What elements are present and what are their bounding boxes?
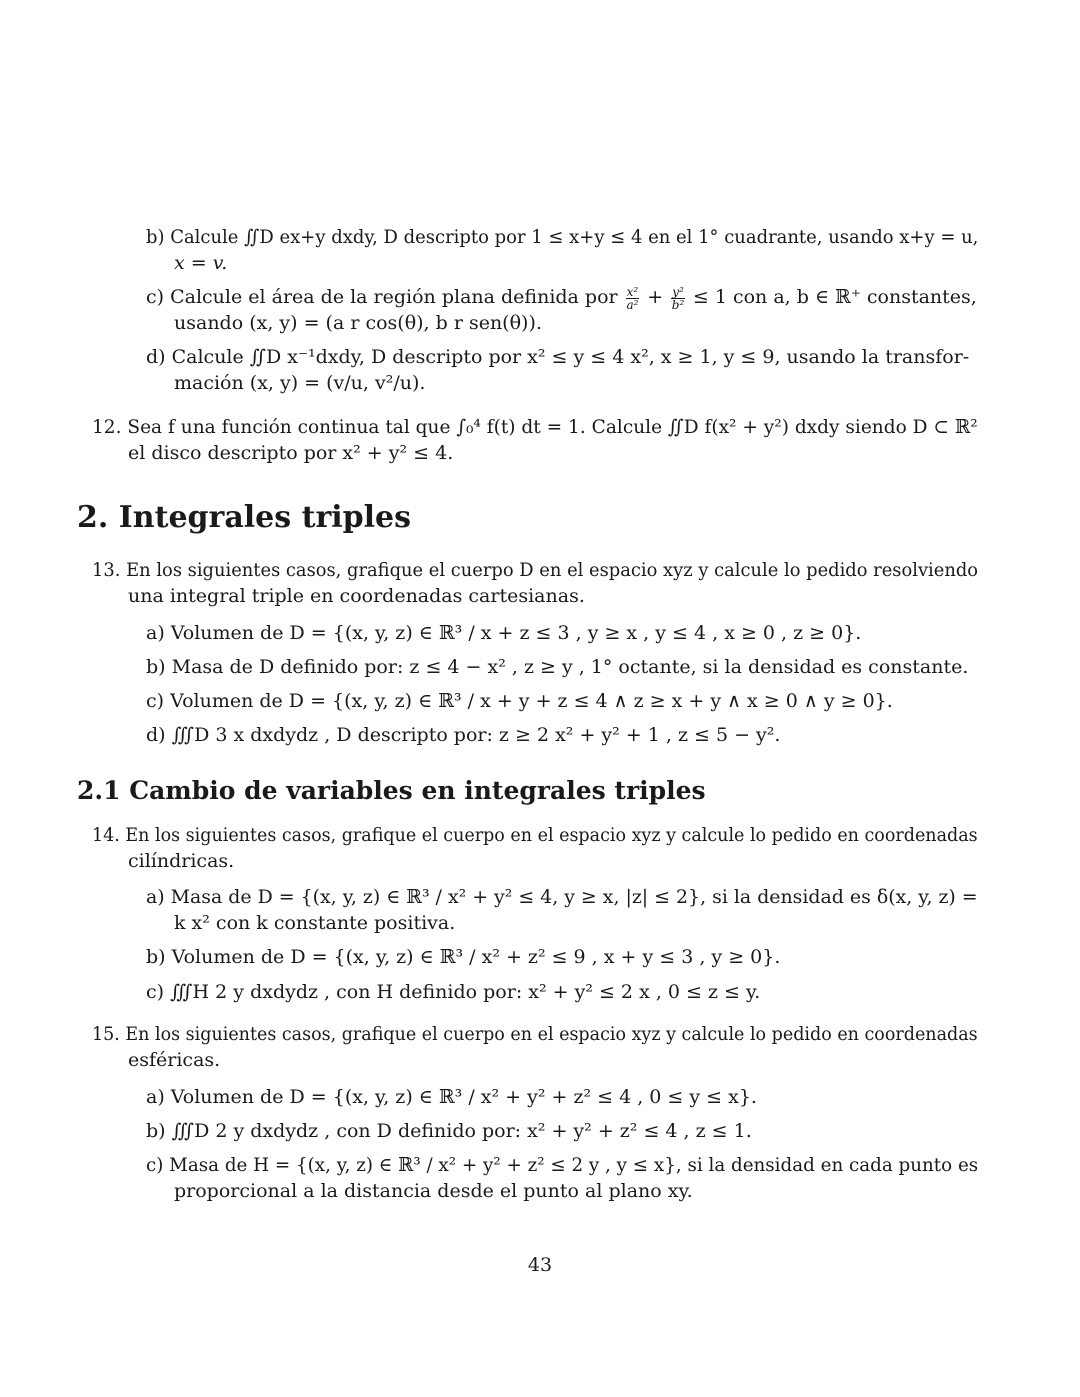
problem-13c: c) Volumen de D = {(x, y, z) ∈ ℝ³ / x + y + z ≤ 4 ∧ z ≥ x + y ∧ x ≥ 0 ∧ y ≥ 0}. xyxy=(146,690,893,712)
plus-sign: + xyxy=(647,286,664,308)
item-11c-text-a: c) Calcule el área de la región plana definida por xyxy=(146,286,618,308)
fraction-denominator: a² xyxy=(626,297,639,312)
problem-12-line1: 12. Sea f una función continua tal que ∫₀⁴ f(t) dt = 1. Calcule ∬D f(x² + y²) dxdy siendo D ⊂ ℝ² xyxy=(92,416,978,438)
problem-15-line2: esféricas. xyxy=(128,1049,221,1071)
problem-14a-line1: a) Masa de D = {(x, y, z) ∈ ℝ³ / x² + y² ≤ 4, y ≥ x, |z| ≤ 2}, si la densidad es δ(x, y, z) = xyxy=(146,886,978,908)
item-11c-text-b: ≤ 1 con a, b ∈ ℝ⁺ constantes, xyxy=(692,286,977,308)
item-11c-line1 xyxy=(146,284,977,311)
problem-15a: a) Volumen de D = {(x, y, z) ∈ ℝ³ / x² + y² + z² ≤ 4 , 0 ≤ y ≤ x}. xyxy=(146,1086,757,1108)
problem-14-line1: 14. En los siguientes casos, grafique el cuerpo en el espacio xyz y calcule lo pedido en coordenadas xyxy=(92,824,978,846)
fraction-numerator: y² xyxy=(672,284,684,299)
problem-15c-line2: proporcional a la distancia desde el punto al plano xy. xyxy=(174,1180,693,1202)
problem-14-line2: cilíndricas. xyxy=(128,850,235,872)
section-heading-2: 2. Integrales triples xyxy=(77,500,411,535)
problem-14b: b) Volumen de D = {(x, y, z) ∈ ℝ³ / x² + z² ≤ 9 , x + y ≤ 3 , y ≥ 0}. xyxy=(146,946,781,968)
problem-13-line2: una integral triple en coordenadas cartesianas. xyxy=(128,585,585,607)
problem-15b: b) ∭D 2 y dxdydz , con D definido por: x² + y² + z² ≤ 4 , z ≤ 1. xyxy=(146,1120,752,1142)
fraction-x2-a2 xyxy=(626,286,640,311)
fraction-y2-b2 xyxy=(671,286,685,311)
problem-14c: c) ∭H 2 y dxdydz , con H definido por: x² + y² ≤ 2 x , 0 ≤ z ≤ y. xyxy=(146,981,761,1003)
item-11b-line1: b) Calcule ∬D ex+y dxdy, D descripto por 1 ≤ x+y ≤ 4 en el 1° cuadrante, usando x+y = u, xyxy=(146,226,979,248)
section-heading-2-1: 2.1 Cambio de variables en integrales triples xyxy=(77,776,706,805)
problem-13-line1: 13. En los siguientes casos, grafique el cuerpo D en el espacio xyz y calcule lo pedido resolviendo xyxy=(92,559,979,581)
problem-12-line2: el disco descripto por x² + y² ≤ 4. xyxy=(128,442,454,464)
item-11d-line2: mación (x, y) = (v/u, v²/u). xyxy=(174,372,426,394)
problem-13b: b) Masa de D definido por: z ≤ 4 − x² , z ≥ y , 1° octante, si la densidad es constante. xyxy=(146,656,969,678)
problem-13d: d) ∭D 3 x dxdydz , D descripto por: z ≥ 2 x² + y² + 1 , z ≤ 5 − y². xyxy=(146,724,781,746)
item-11b-line2: x = v. xyxy=(174,252,228,274)
problem-15c-line1: c) Masa de H = {(x, y, z) ∈ ℝ³ / x² + y² + z² ≤ 2 y , y ≤ x}, si la densidad en cada punto es xyxy=(146,1154,979,1176)
item-11c-line2: usando (x, y) = (a r cos(θ), b r sen(θ)). xyxy=(174,312,542,334)
problem-15-line1: 15. En los siguientes casos, grafique el cuerpo en el espacio xyz y calcule lo pedido en coordenadas xyxy=(92,1023,978,1045)
page-number: 43 xyxy=(527,1254,553,1276)
problem-14a-line2: k x² con k constante positiva. xyxy=(174,912,456,934)
fraction-numerator: x² xyxy=(626,284,639,299)
problem-13a: a) Volumen de D = {(x, y, z) ∈ ℝ³ / x + z ≤ 3 , y ≥ x , y ≤ 4 , x ≥ 0 , z ≥ 0}. xyxy=(146,622,862,644)
fraction-denominator: b² xyxy=(671,297,685,312)
item-11d-line1: d) Calcule ∬D x⁻¹dxdy, D descripto por x² ≤ y ≤ 4 x², x ≥ 1, y ≤ 9, usando la transfor- xyxy=(146,346,970,368)
